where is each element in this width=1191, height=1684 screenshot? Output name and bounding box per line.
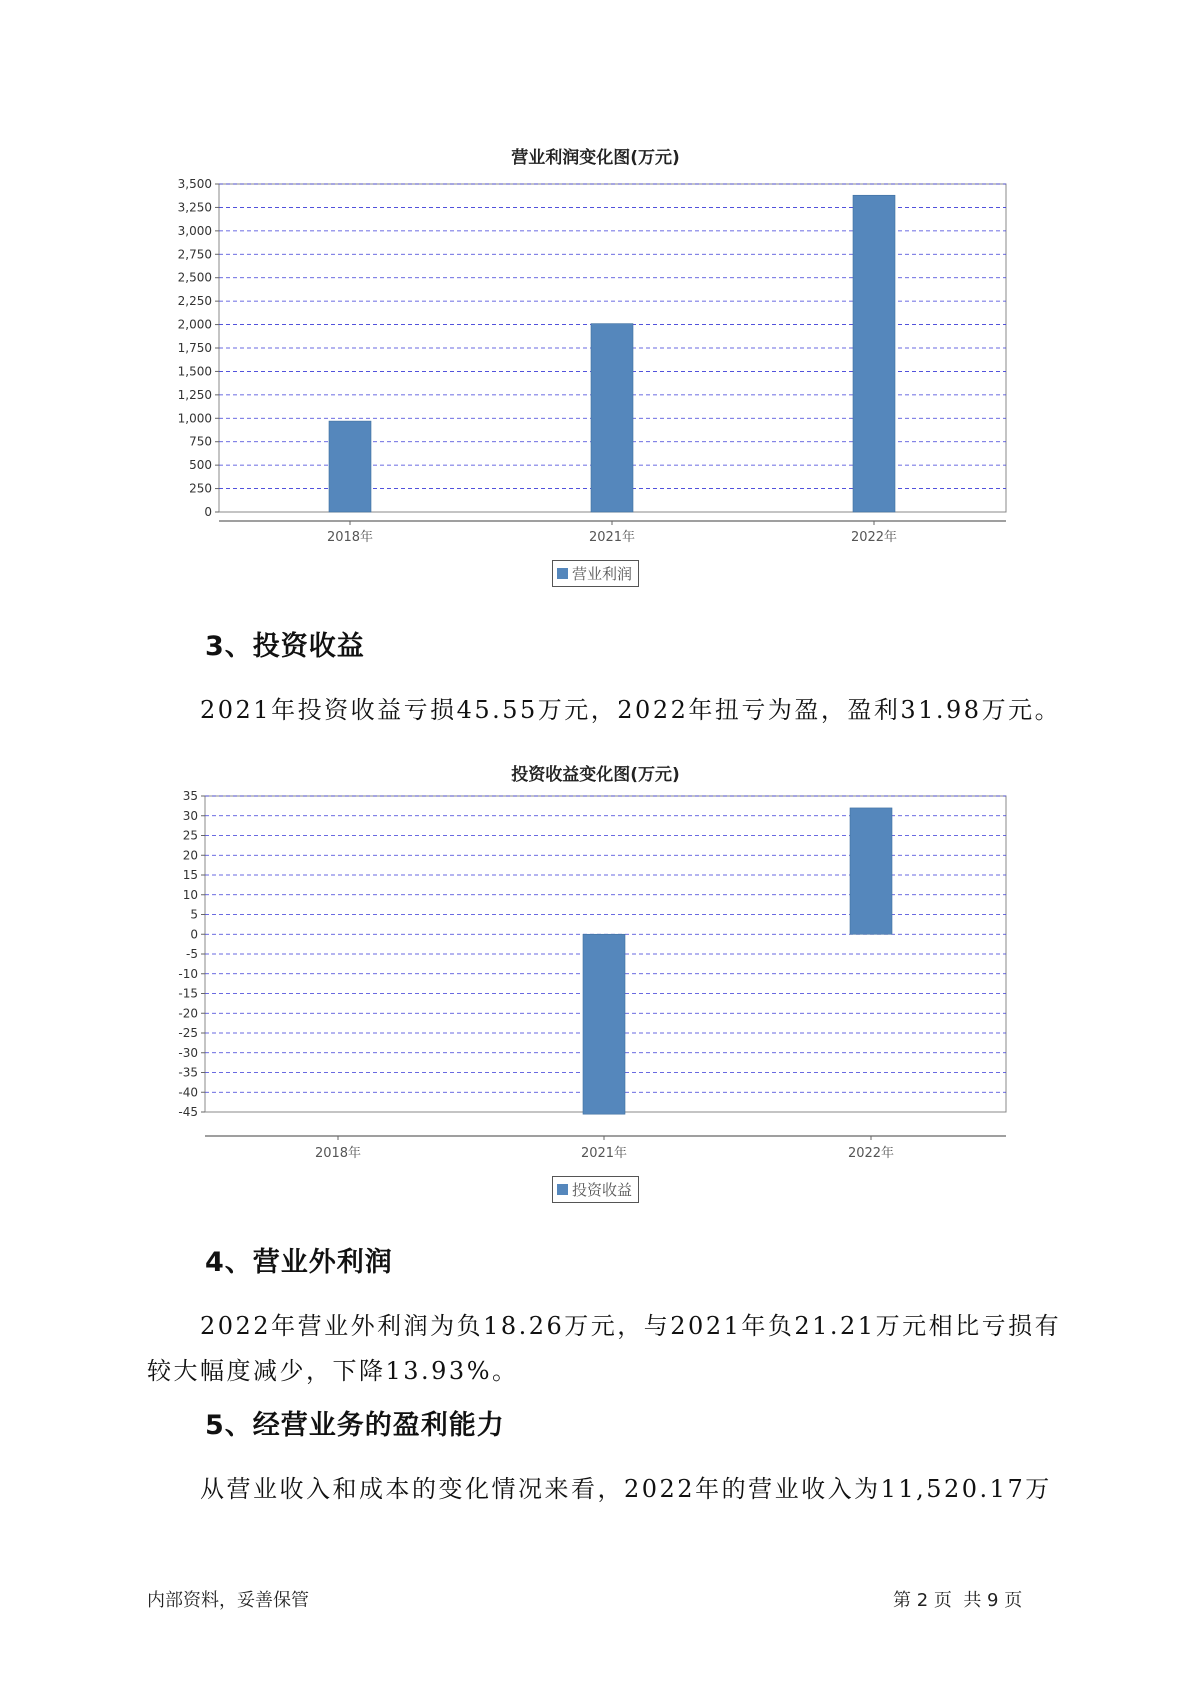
chart1-ytick-label: 1,000	[177, 411, 212, 426]
chart2-ytick-label: 5	[190, 907, 198, 922]
chart1-legend-label: 营业利润	[572, 565, 633, 583]
chart1-ytick-label: 250	[189, 481, 212, 496]
section5-paragraph-line1: 从营业收入和成本的变化情况来看，2022年的营业收入为11,520.17万	[200, 1475, 1052, 1503]
chart2-ytick-label: 20	[182, 848, 198, 863]
chart2-ytick-label: 15	[182, 868, 198, 882]
chart1-ytick-label: 2,750	[177, 247, 212, 262]
chart2-ytick-label: 30	[182, 808, 198, 823]
chart2-ytick-label: -40	[178, 1085, 198, 1100]
footer-page-number: 第 2 页 共 9 页	[893, 1590, 1023, 1611]
chart2-ytick-label: 10	[182, 887, 198, 902]
chart1-ytick-label: 2,250	[177, 294, 212, 309]
section4-heading: 4、营业外利润	[205, 1247, 393, 1278]
chart2-ytick-label: 0	[190, 927, 198, 942]
chart2-category-label-1: 2021年	[580, 1146, 628, 1161]
section3-heading: 3、投资收益	[205, 631, 365, 662]
chart1-ytick-label: 3,000	[177, 223, 212, 238]
chart1-ytick-label: 3,250	[177, 200, 212, 215]
section4-paragraph-line2: 较大幅度减少，下降13.93%。	[147, 1357, 519, 1385]
chart1-ytick-label: 750	[189, 434, 212, 449]
chart2-ytick-label: -5	[186, 947, 198, 961]
chart2-bar-1	[583, 934, 625, 1114]
chart2-title: 投资收益变化图(万元)	[511, 765, 680, 785]
chart1-category-label-1: 2021年	[588, 530, 636, 545]
footer-confidential: 内部资料，妥善保管	[147, 1590, 309, 1611]
section3-paragraph: 2021年投资收益亏损45.55万元，2022年扭亏为盈，盈利31.98万元。	[200, 696, 1062, 724]
chart2-category-label-2: 2022年	[847, 1146, 895, 1161]
chart2-ytick-label: -30	[178, 1045, 198, 1060]
chart1-ytick-label: 3,500	[177, 177, 212, 191]
chart2-ytick-label: -45	[178, 1105, 198, 1119]
chart2-legend-label: 投资收益	[572, 1181, 633, 1199]
chart1-title: 营业利润变化图(万元)	[511, 148, 680, 168]
section4-paragraph-line1: 2022年营业外利润为负18.26万元，与2021年负21.21万元相比亏损有	[200, 1312, 1062, 1340]
chart2-ytick-label: -10	[178, 966, 198, 981]
chart1-ytick-label: 1,250	[177, 387, 212, 402]
section5-heading: 5、经营业务的盈利能力	[205, 1410, 505, 1441]
chart1-category-label-2: 2022年	[850, 530, 898, 545]
chart1-ytick-label: 1,750	[177, 341, 212, 355]
chart2-ytick-label: -35	[178, 1065, 198, 1080]
chart2-ytick-label: 35	[182, 789, 198, 803]
chart1-ytick-label: 1,500	[177, 364, 212, 379]
chart1-ytick-label: 500	[189, 458, 212, 473]
chart2-legend-swatch	[557, 1184, 568, 1195]
chart2-ytick-label: 25	[182, 828, 198, 843]
chart1-ytick-label: 2,000	[177, 317, 212, 332]
chart2-ytick-label: -15	[178, 986, 198, 1001]
chart2-category-label-0: 2018年	[314, 1146, 362, 1161]
chart2-ytick-label: -25	[178, 1026, 198, 1040]
chart2-legend	[552, 1176, 639, 1203]
chart1-ytick-label: 2,500	[177, 270, 212, 285]
chart2-bar-2	[850, 808, 892, 934]
chart1-category-label-0: 2018年	[326, 530, 374, 545]
chart1-ytick-label: 0	[204, 505, 212, 519]
chart2-ytick-label: -20	[178, 1006, 198, 1021]
